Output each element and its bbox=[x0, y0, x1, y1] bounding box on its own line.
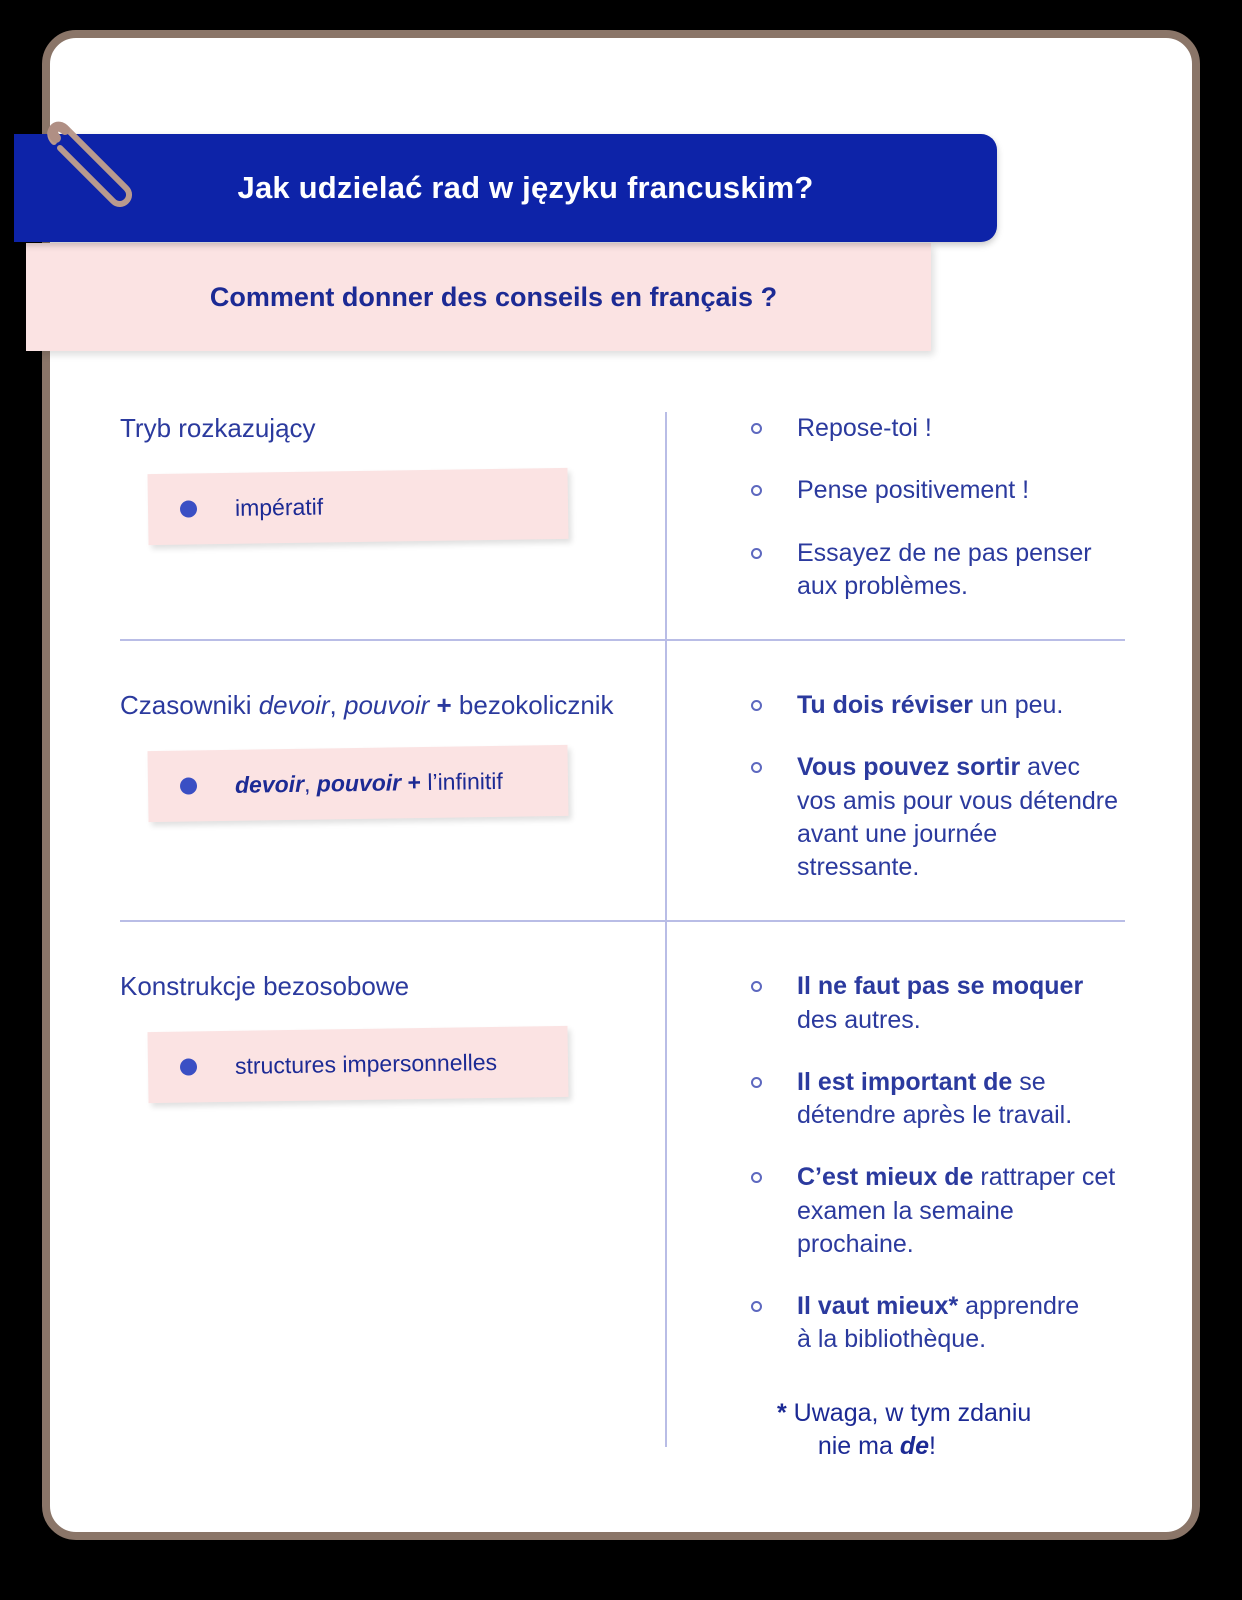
section-3-right bbox=[665, 970, 1125, 1463]
example-item: Tu dois réviser un peu. bbox=[743, 689, 1125, 722]
section-3-chip-label: structures impersonnelles bbox=[234, 1048, 498, 1079]
section-1-chip-label: impératif bbox=[234, 493, 324, 521]
section-2-heading: Czasowniki devoir, pouvoir + bezokolicznik bbox=[120, 690, 614, 720]
footnote-note: * Uwaga, w tym zdaniu nie ma de! bbox=[777, 1398, 1032, 1460]
example-item: Vous pouvez sortir avec vos amis pour vous détendre avant une journée stressante. bbox=[743, 751, 1125, 884]
section-2-chip-label: devoir, pouvoir + l’infinitif bbox=[234, 767, 503, 798]
example-item: Il est important de se détendre après le travail. bbox=[743, 1066, 1125, 1133]
section-structures-impersonnelles bbox=[120, 922, 1125, 1463]
content-grid bbox=[120, 412, 1125, 1463]
section-1-left bbox=[120, 412, 665, 603]
section-3-left bbox=[120, 970, 665, 1463]
section-imperatif bbox=[120, 412, 1125, 639]
example-item: C’est mieux de rattraper cet examen la semaine prochaine. bbox=[743, 1161, 1125, 1261]
example-item: Il ne faut pas se moquer des autres. bbox=[743, 970, 1125, 1037]
section-2-examples bbox=[743, 689, 1125, 884]
page-title-polish: Jak udzielać rad w języku francuskim? bbox=[237, 170, 814, 205]
section-1-chip bbox=[147, 467, 568, 544]
example-item: Il vaut mieux* apprendre à la bibliothèque. bbox=[743, 1290, 1125, 1357]
page-title-french: Comment donner des conseils en français ? bbox=[209, 281, 778, 312]
example-item: Essayez de ne pas penser aux problèmes. bbox=[743, 537, 1125, 604]
section-devoir-pouvoir bbox=[120, 641, 1125, 920]
section-1-examples bbox=[743, 412, 1125, 603]
section-2-chip bbox=[147, 744, 568, 821]
example-item: Repose-toi ! bbox=[743, 412, 1125, 445]
bullet-dot-icon bbox=[180, 777, 197, 794]
section-2-left bbox=[120, 689, 665, 884]
example-item: Pense positivement ! bbox=[743, 474, 1125, 507]
bullet-dot-icon bbox=[180, 1058, 197, 1075]
section-1-heading: Tryb rozkazujący bbox=[120, 413, 316, 443]
section-3-heading: Konstrukcje bezosobowe bbox=[120, 971, 410, 1002]
section-3-examples bbox=[743, 970, 1125, 1356]
column-divider bbox=[665, 412, 667, 1447]
section-3-chip bbox=[147, 1026, 568, 1103]
title-banner-polish bbox=[14, 134, 997, 242]
section-1-right bbox=[665, 412, 1125, 603]
title-banner-french bbox=[26, 243, 931, 351]
section-2-right bbox=[665, 689, 1125, 884]
bullet-dot-icon bbox=[180, 500, 197, 517]
